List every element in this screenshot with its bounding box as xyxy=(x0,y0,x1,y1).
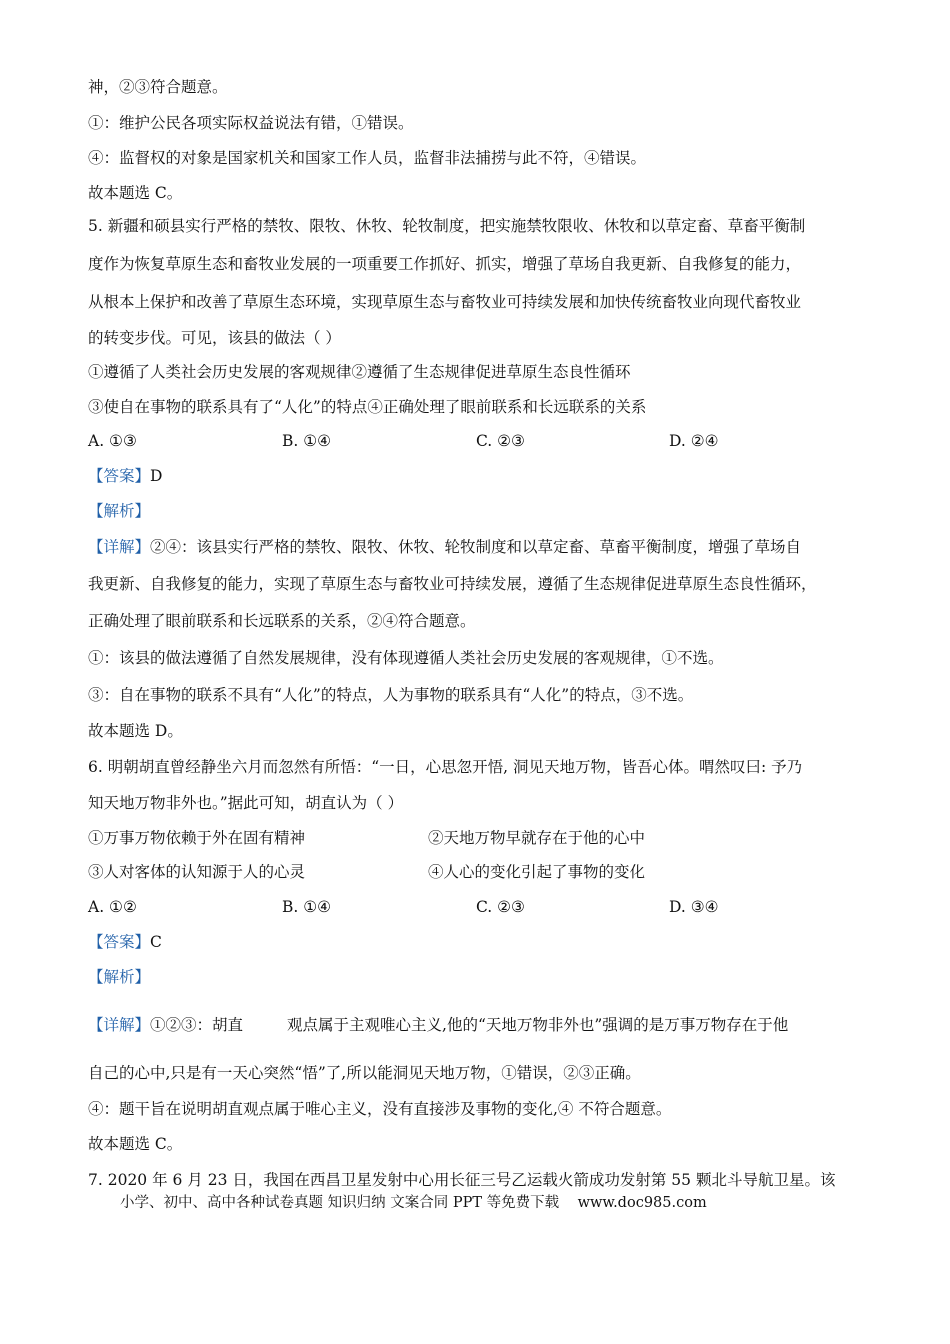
text-line: 故本题选 C。 xyxy=(88,184,183,202)
footer-text: 小学、初中、高中各种试卷真题 知识归纳 文案合同 PPT 等免费下载 xyxy=(120,1195,560,1211)
q5-explanation: 正确处理了眼前联系和长远联系的关系，②④符合题意。 xyxy=(88,612,476,630)
q6-explanation: 自己的心中,只是有一天心突然“悟”了,所以能洞见天地万物，①错误，②③正确。 xyxy=(88,1064,641,1082)
q5-option-b: B. ①④ xyxy=(282,432,332,450)
answer-label: 【答案】 xyxy=(88,933,151,951)
question-6-stem: 6. 明朝胡直曾经静坐六月而忽然有所悟：“一日，心思忽开悟, 洞见天地万物，皆吾心体。喟然叹曰: 予乃 xyxy=(88,758,803,776)
analysis-label: 【解析】 xyxy=(88,968,151,986)
q6-answer xyxy=(88,932,868,952)
detail-label: 【详解】 xyxy=(88,1016,151,1034)
detail-text: 观点属于主观唯心主义,他的“天地万物非外也”强调的是万事万物存在于他 xyxy=(287,1016,789,1034)
detail-label: 【详解】 xyxy=(88,538,151,556)
q5-option-c: C. ②③ xyxy=(476,432,525,450)
question-6-stem: 知天地万物非外也。”据此可知，胡直认为（ ） xyxy=(88,794,404,812)
q6-explanation xyxy=(88,1015,868,1035)
q5-answer xyxy=(88,466,868,486)
detail-text: ②④：该县实行严格的禁牧、限牧、休牧、轮牧制度和以草定畜、草畜平衡制度，增强了草场自 xyxy=(150,538,802,556)
question-6-statement: ④人心的变化引起了事物的变化 xyxy=(428,863,646,881)
q6-option-c: C. ②③ xyxy=(476,898,525,916)
answer-value: C xyxy=(150,933,162,951)
question-5-stem: 的转变步伐。可见，该县的做法（ ） xyxy=(88,329,341,347)
question-7-stem: 7. 2020 年 6 月 23 日，我国在西昌卫星发射中心用长征三号乙运载火箭成功发射第 55 颗北斗导航卫星。该 xyxy=(88,1171,836,1189)
q5-option-a: A. ①③ xyxy=(88,432,137,450)
footer-link[interactable]: www.doc985.com xyxy=(577,1195,707,1211)
text-line: ④：监督权的对象是国家机关和国家工作人员，监督非法捕捞与此不符，④错误。 xyxy=(88,149,647,167)
q6-explanation: 故本题选 C。 xyxy=(88,1135,183,1153)
q5-explanation: ③：自在事物的联系不具有“人化”的特点，人为事物的联系具有“人化”的特点，③不选。 xyxy=(88,686,694,704)
q5-option-d: D. ②④ xyxy=(669,432,719,450)
answer-label: 【答案】 xyxy=(88,467,151,485)
q6-option-b: B. ①④ xyxy=(282,898,332,916)
question-5-statement: ③使自在事物的联系具有了“人化”的特点④正确处理了眼前联系和长远联系的关系 xyxy=(88,398,647,416)
question-5-stem: 度作为恢复草原生态和畜牧业发展的一项重要工作抓好、抓实，增强了草场自我更新、自我修复的能力， xyxy=(88,255,802,273)
detail-text: ①②③：胡直 xyxy=(150,1016,244,1034)
analysis-label: 【解析】 xyxy=(88,502,151,520)
q6-option-a: A. ①② xyxy=(88,898,137,916)
q5-explanation: 故本题选 D。 xyxy=(88,722,183,740)
q5-explanation xyxy=(88,537,868,557)
text-line: ①：维护公民各项实际权益说法有错，①错误。 xyxy=(88,114,414,132)
question-5-statement: ①遵循了人类社会历史发展的客观规律②遵循了生态规律促进草原生态良性循环 xyxy=(88,363,631,381)
page-footer xyxy=(120,1193,707,1213)
q6-option-d: D. ③④ xyxy=(669,898,719,916)
question-5-stem: 从根本上保护和改善了草原生态环境，实现草原生态与畜牧业可持续发展和加快传统畜牧业向现代畜牧业 xyxy=(88,293,802,311)
question-6-statement: ③人对客体的认知源于人的心灵 xyxy=(88,863,306,881)
q5-explanation: ①：该县的做法遵循了自然发展规律，没有体现遵循人类社会历史发展的客观规律，①不选。 xyxy=(88,649,724,667)
q5-explanation: 我更新、自我修复的能力，实现了草原生态与畜牧业可持续发展，遵循了生态规律促进草原生态良性循环， xyxy=(88,575,817,593)
text-line: 神，②③符合题意。 xyxy=(88,78,228,96)
question-6-statement: ①万事万物依赖于外在固有精神 xyxy=(88,829,306,847)
q6-explanation: ④：题干旨在说明胡直观点属于唯心主义，没有直接涉及事物的变化,④ 不符合题意。 xyxy=(88,1100,672,1118)
question-6-statement: ②天地万物早就存在于他的心中 xyxy=(428,829,646,847)
answer-value: D xyxy=(150,467,163,485)
question-5-stem: 5. 新疆和硕县实行严格的禁牧、限牧、休牧、轮牧制度，把实施禁牧限收、休牧和以草定畜、草畜平衡制 xyxy=(88,217,806,235)
